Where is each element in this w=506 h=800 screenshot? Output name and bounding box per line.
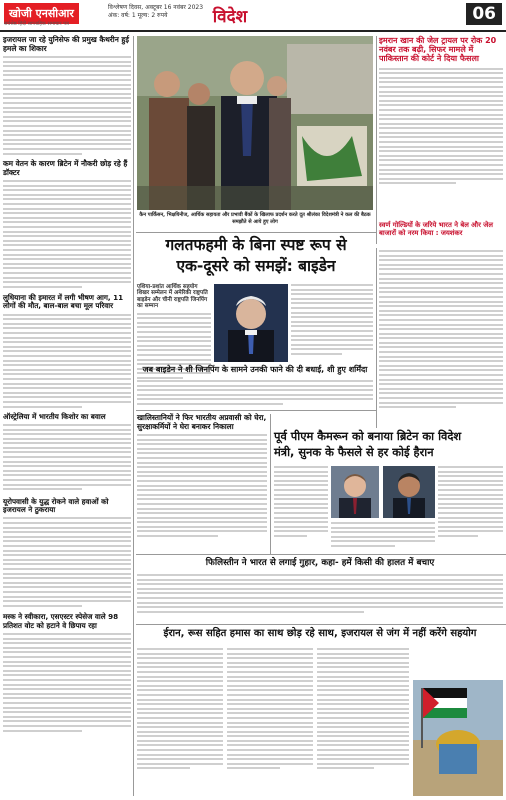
cameron-story-body-b — [438, 466, 503, 552]
left-story-1-headline: इजरायल जा रहे युनिसेफ की प्रमुख कैथरीन हुई हमले का शिकार — [3, 35, 129, 53]
main-headline-line-2: एक-दूसरे को समझें: बाइडेन — [176, 257, 336, 275]
cameron-headline-line-1: पूर्व पीएम कैमरून को बनाया ब्रिटेन का विदेश — [274, 429, 462, 443]
biden-photo — [214, 284, 288, 362]
left-story-4-headline: ऑस्ट्रेलिया में भारतीय किशोर का बवाल — [3, 411, 106, 421]
right-column — [379, 36, 503, 276]
palestine-bottom-rule — [136, 624, 506, 625]
cameron-story-body-a — [274, 466, 328, 552]
left-story-3-body — [3, 314, 131, 409]
main-story-side-body — [137, 313, 211, 389]
bottom-story-body-b — [227, 648, 313, 796]
biden-photo-art — [214, 284, 288, 362]
sunak-photo-art — [383, 466, 435, 518]
protest-photo — [137, 36, 373, 210]
protest-photo-art — [137, 36, 373, 210]
right-story-1-body — [379, 68, 503, 190]
column-divider-right — [376, 36, 377, 244]
palestine-body — [137, 574, 503, 622]
page-number: 06 — [466, 3, 502, 25]
bottom-story-body-c — [317, 648, 409, 796]
left-story-3-headline: लुधियाना की इमारत में लगी भीषण आग, 11 लोगों की मौत, बाल-बाल बचा मूल परिवार — [3, 293, 124, 311]
left-story-6-headline: मस्क ने स्वीकारा, एसएस्टर स्पेसेज वाले 98 प्रतिशत वोट को हटाने वे छिपाय रहा — [3, 612, 119, 630]
main-story-sub-body — [137, 380, 373, 408]
brand-tagline: सर्वश्रेष्ठ हिंदी साप्ताहिक समाचार पत्र — [4, 21, 69, 27]
palestine-top-rule — [136, 554, 506, 555]
mid-story-headline: खालिस्तानियों ने फिर भारतीय अप्रवासी को घेरा, सुरक्षाकर्मियों ने घेरा बनाकर निकाला — [137, 413, 267, 431]
cameron-photo-art — [331, 466, 379, 518]
main-story-top-rule — [136, 232, 376, 233]
left-story-6-body — [3, 633, 131, 733]
main-story-subheadline: जब बाइडेन ने शी जिनपिंग के सामने उनकी फाने की दी बधाई, शी हुए शर्मिंदा — [142, 365, 368, 374]
date-line-2: अंक: वर्ष: 1 मूल्य: 2 रुपये — [108, 11, 168, 19]
bottom-story-body-a — [137, 648, 223, 796]
section-title: विदेश — [212, 7, 248, 27]
date-line-1: विश्लेषण दिवस, अक्टूबर 16 नवंबर 2023 — [108, 4, 204, 11]
main-story-bottom-rule — [136, 410, 376, 411]
masthead — [0, 0, 506, 32]
column-divider-mid — [270, 414, 271, 554]
column-divider-right-lower — [376, 248, 377, 428]
left-column — [3, 36, 131, 798]
protest-photo-caption: कैन पार्किंसन, भिक्षयिनीज, आर्थिक सहायता और प्रभावी बैंकों के खिलाफ प्रदर्शन करते दूत श्रीलंका विदेशमंत्री ने कल की बैठक समझौते से आये हुए लोग — [139, 212, 371, 225]
left-story-5-headline: यूरोपवासी के युद्ध रोकने वाले हवाओं को इजरायल ने ठुकराया — [3, 496, 109, 515]
left-story-2-body — [3, 180, 131, 290]
main-story-right-body — [291, 284, 373, 362]
main-headline-line-1: गलतफहमी के बिना स्पष्ट रूप से — [165, 236, 347, 254]
cameron-story-body-c — [331, 522, 435, 552]
palestine-flag-photo — [413, 680, 503, 796]
right-story-2-headline: स्वर्ण गोल्डियों के जरिये भारत ने बेल और जेल बाजारों को नरम किया : जयशंकर — [379, 221, 493, 237]
left-story-4-body — [3, 424, 131, 494]
sunak-photo — [383, 466, 435, 518]
right-story-1-headline: इमरान खान की जेल ट्रायल पर रोक 20 नवंबर तक बढ़ी, सिफर मामले में पाकिस्तान की कोर्ट ने दिया फैसला — [379, 36, 497, 64]
bottom-story-headline: ईरान, रूस सहित हमास का साथ छोड़ रहे साथ, इजरायल से जंग में नहीं करेंगे सहयोग — [163, 628, 477, 639]
cameron-photo — [331, 466, 379, 518]
main-story-side-head: एशिया-प्रशांत आर्थिक सहयोग शिखर सम्मेलन में अमेरिकी राष्ट्रपति बाइडेन और चीनी राष्ट्रपति जिनपिंग का सम्मान — [137, 284, 208, 310]
right-story-2-body — [379, 250, 503, 428]
column-divider-left — [133, 36, 134, 796]
palestine-headline: फिलिस्तीन ने भारत से लगाई गुहार, कहा- हमें किसी की हालत में बचाए — [205, 558, 435, 568]
brand-logo: खोजी एनसीआर — [4, 3, 79, 24]
palestine-flag-photo-art — [413, 680, 503, 796]
left-story-5-body — [3, 517, 131, 609]
cameron-headline-line-2: मंत्री, सुनक के फैसले से हर कोई हैरान — [274, 445, 434, 459]
left-story-1-body — [3, 56, 131, 156]
left-story-2-headline: कम वेतन के कारण ब्रिटेन में नौकरी छोड़ रहे हैं डॉक्टर — [3, 159, 128, 177]
mid-story-body — [137, 434, 267, 550]
main-story-right-column — [291, 284, 373, 362]
